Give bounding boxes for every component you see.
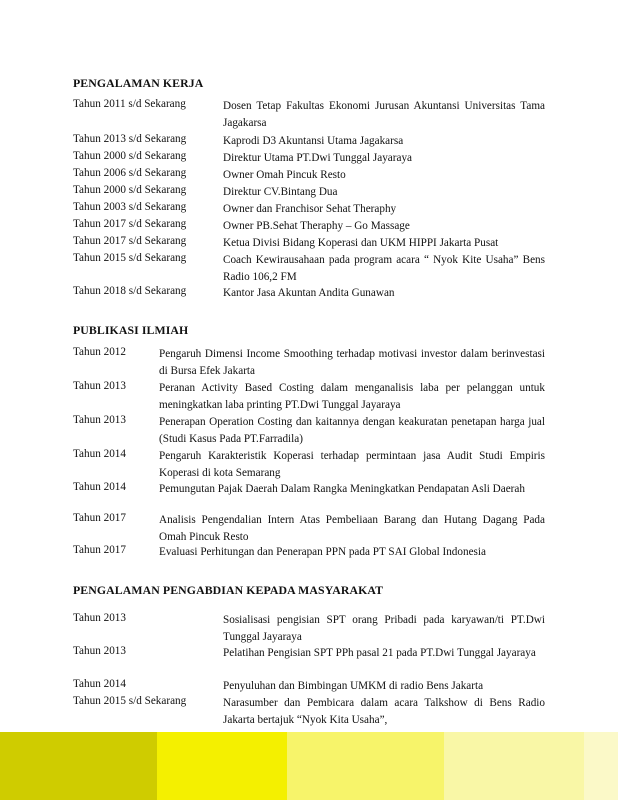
publication-year: Tahun 2013	[73, 414, 126, 426]
section-title-publications: PUBLIKASI ILMIAH	[73, 323, 189, 337]
work-description: Dosen Tetap Fakultas Ekonomi Jurusan Akuntansi Universitas Tama Jagakarsa	[223, 100, 545, 129]
publication-year: Tahun 2017	[73, 544, 126, 556]
publication-title: Peranan Activity Based Costing dalam menganalisis laba per pelanggan untuk meningkatkan laba printing PT.Dwi Tunggal Jayaraya	[159, 382, 545, 411]
section-title-work: PENGALAMAN KERJA	[73, 76, 204, 90]
footer-band	[157, 732, 287, 800]
service-period: Tahun 2013	[73, 645, 126, 657]
publication-title: Pengaruh Dimensi Income Smoothing terhadap motivasi investor dalam berinvestasi di Bursa Efek Jakarta	[159, 348, 545, 377]
service-description: Penyuluhan dan Bimbingan UMKM di radio Bens Jakarta	[223, 680, 484, 692]
work-period: Tahun 2000 s/d Sekarang	[73, 184, 187, 196]
work-period: Tahun 2003 s/d Sekarang	[73, 201, 187, 213]
publication-title: Pengaruh Karakteristik Koperasi terhadap permintaan jasa Audit Studi Empiris Koperasi di kota Semarang	[159, 450, 545, 479]
footer-color-bands	[0, 732, 618, 800]
publication-year: Tahun 2017	[73, 512, 126, 524]
section-title-community-service: PENGALAMAN PENGABDIAN KEPADA MASYARAKAT	[73, 583, 384, 597]
work-period: Tahun 2011 s/d Sekarang	[73, 98, 186, 110]
work-period: Tahun 2017 s/d Sekarang	[73, 235, 187, 247]
publication-title: Evaluasi Perhitungan dan Penerapan PPN pada PT SAI Global Indonesia	[159, 546, 486, 558]
footer-band	[584, 732, 618, 800]
footer-band	[444, 732, 584, 800]
publication-title: Pemungutan Pajak Daerah Dalam Rangka Meningkatkan Pendapatan Asli Daerah	[159, 483, 525, 495]
publication-title: Penerapan Operation Costing dan kaitannya dengan keakuratan penetapan harga jual (Studi Kasus Pada PT.Farradila)	[159, 416, 545, 445]
work-period: Tahun 2006 s/d Sekarang	[73, 167, 187, 179]
work-description: Owner PB.Sehat Theraphy – Go Massage	[223, 220, 410, 232]
work-period: Tahun 2017 s/d Sekarang	[73, 218, 187, 230]
work-description: Kantor Jasa Akuntan Andita Gunawan	[223, 287, 395, 299]
work-period: Tahun 2018 s/d Sekarang	[73, 285, 187, 297]
footer-band	[0, 732, 157, 800]
publication-title: Analisis Pengendalian Intern Atas Pembeliaan Barang dan Hutang Dagang Pada Omah Pincuk Resto	[159, 514, 545, 543]
service-description: Pelatihan Pengisian SPT PPh pasal 21 pada PT.Dwi Tunggal Jayaraya	[223, 647, 536, 659]
work-period: Tahun 2000 s/d Sekarang	[73, 150, 187, 162]
work-description: Ketua Divisi Bidang Koperasi dan UKM HIPPI Jakarta Pusat	[223, 237, 499, 249]
work-period: Tahun 2013 s/d Sekarang	[73, 133, 187, 145]
work-description: Owner dan Franchisor Sehat Theraphy	[223, 203, 397, 215]
footer-band	[287, 732, 444, 800]
service-description: Sosialisasi pengisian SPT orang Pribadi pada karyawan/ti PT.Dwi Tunggal Jayaraya	[223, 614, 545, 643]
work-description: Direktur CV.Bintang Dua	[223, 186, 338, 198]
service-period: Tahun 2014	[73, 678, 126, 690]
service-period: Tahun 2013	[73, 612, 126, 624]
service-period: Tahun 2015 s/d Sekarang	[73, 695, 187, 707]
work-description: Direktur Utama PT.Dwi Tunggal Jayaraya	[223, 152, 413, 164]
work-description: Owner Omah Pincuk Resto	[223, 169, 346, 181]
publication-year: Tahun 2012	[73, 346, 126, 358]
work-period: Tahun 2015 s/d Sekarang	[73, 252, 187, 264]
publication-year: Tahun 2014	[73, 481, 126, 493]
publication-year: Tahun 2014	[73, 448, 126, 460]
service-description: Narasumber dan Pembicara dalam acara Talkshow di Bens Radio Jakarta bertajuk “Nyok Kita Usaha”,	[223, 697, 545, 726]
publication-year: Tahun 2013	[73, 380, 126, 392]
work-description: Kaprodi D3 Akuntansi Utama Jagakarsa	[223, 135, 404, 147]
work-description: Coach Kewirausahaan pada program acara “ Nyok Kite Usaha” Bens Radio 106,2 FM	[223, 254, 545, 283]
